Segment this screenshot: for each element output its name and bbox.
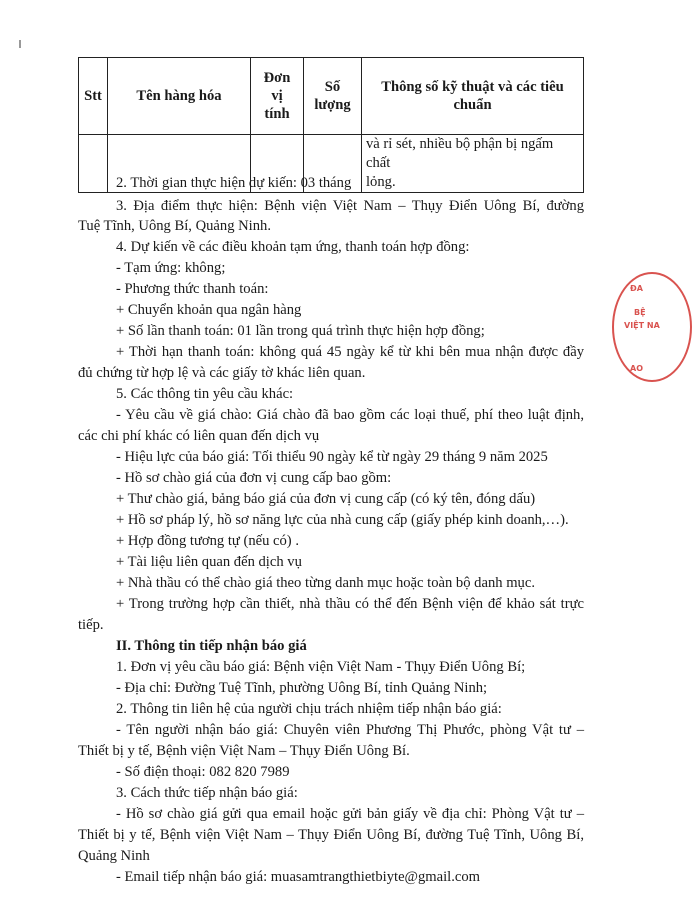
text-line: + Tài liệu liên quan đến dịch vụ xyxy=(116,554,302,570)
spec-line-2: lỏng. xyxy=(366,174,396,190)
text-line: Thiết bị y tế, Bệnh viện Việt Nam – Thụy Điển Uông Bí. xyxy=(78,743,410,759)
stamp-text: BỆ xyxy=(634,308,646,317)
text-line: Thiết bị y tế, Bệnh viện Việt Nam – Thụy Điển Uông Bí, đường Tuệ Tĩnh, Uông Bí, xyxy=(78,827,584,843)
cell-stt xyxy=(79,135,108,193)
text-line: - Địa chỉ: Đường Tuệ Tĩnh, phường Uông Bí, tỉnh Quảng Ninh; xyxy=(116,680,488,696)
section-heading: II. Thông tin tiếp nhận báo giá xyxy=(116,638,307,654)
text-line: 3. Cách thức tiếp nhận báo giá: xyxy=(116,785,298,801)
text-line: + Hồ sơ pháp lý, hồ sơ năng lực của nhà cung cấp (giấy phép kinh doanh,…). xyxy=(116,512,569,528)
text-line: 2. Thông tin liên hệ của người chịu trách nhiệm tiếp nhận báo giá: xyxy=(116,701,502,717)
text-line: 3. Địa điểm thực hiện: Bệnh viện Việt Nam – Thụy Điển Uông Bí, đường xyxy=(116,198,584,214)
text-line: - Tạm ứng: không; xyxy=(116,260,226,276)
header-quantity: Số lượng xyxy=(304,58,362,135)
stamp-text: VIỆT NA xyxy=(624,321,660,330)
text-line: - Hồ sơ chào giá của đơn vị cung cấp bao gồm: xyxy=(116,470,392,486)
official-stamp xyxy=(612,272,692,382)
header-item-name: Tên hàng hóa xyxy=(108,58,251,135)
text-line: 1. Đơn vị yêu cầu báo giá: Bệnh viện Việt Nam - Thụy Điển Uông Bí; xyxy=(116,659,526,675)
scan-mark xyxy=(19,40,21,48)
text-line: tiếp. xyxy=(78,617,104,633)
text-line: + Thời hạn thanh toán: không quá 45 ngày kể từ khi bên mua nhận được đầy xyxy=(116,344,584,360)
header-specifications: Thông số kỹ thuật và các tiêu chuẩn xyxy=(362,58,584,135)
text-line: - Số điện thoại: 082 820 7989 xyxy=(116,764,290,780)
header-unit: Đơn vị tính xyxy=(251,58,304,135)
text-line: - Phương thức thanh toán: xyxy=(116,281,269,297)
text-line: - Hồ sơ chào giá gửi qua email hoặc gửi bản giấy về địa chỉ: Phòng Vật tư – xyxy=(116,806,584,822)
text-line: 4. Dự kiến về các điều khoản tạm ứng, thanh toán hợp đồng: xyxy=(116,239,470,255)
table-header-row xyxy=(79,58,584,135)
text-line: + Thư chào giá, bảng báo giá của đơn vị cung cấp (có ký tên, đóng dấu) xyxy=(116,491,536,507)
text-line: - Tên người nhận báo giá: Chuyên viên Phương Thị Phước, phòng Vật tư – xyxy=(116,722,584,738)
text-line: các chi phí khác có liên quan đến dịch vụ xyxy=(78,428,320,444)
text-line: + Số lần thanh toán: 01 lần trong quá trình thực hiện hợp đồng; xyxy=(116,323,485,339)
text-line: + Chuyển khoản qua ngân hàng xyxy=(116,302,302,318)
text-line: 5. Các thông tin yêu cầu khác: xyxy=(116,386,294,402)
email-line: - Email tiếp nhận báo giá: muasamtrangthietbiyte@gmail.com xyxy=(116,869,480,885)
text-line: 2. Thời gian thực hiện dự kiến: 03 tháng xyxy=(116,175,352,191)
spec-line-1: và rỉ sét, nhiều bộ phận bị ngấm chất xyxy=(366,136,554,171)
text-line: Quảng Ninh xyxy=(78,848,150,864)
text-line: + Trong trường hợp cần thiết, nhà thầu có thể đến Bệnh viện để khảo sát trực xyxy=(116,596,584,612)
text-line: - Yêu cầu về giá chào: Giá chào đã bao gồm các loại thuế, phí theo luật định, xyxy=(116,407,584,423)
header-stt: Stt xyxy=(79,58,108,135)
text-line: đủ chứng từ hợp lệ và các giấy tờ khác liên quan. xyxy=(78,365,366,381)
text-line: + Hợp đồng tương tự (nếu có) . xyxy=(116,533,299,549)
stamp-text: AO xyxy=(630,364,643,373)
text-line: - Hiệu lực của báo giá: Tối thiểu 90 ngày kể từ ngày 29 tháng 9 năm 2025 xyxy=(116,449,548,465)
text-line: + Nhà thầu có thể chào giá theo từng danh mục hoặc toàn bộ danh mục. xyxy=(116,575,535,591)
stamp-text: ĐA xyxy=(630,284,643,293)
cell-specifications xyxy=(362,135,584,193)
text-line: Tuệ Tĩnh, Uông Bí, Quảng Ninh. xyxy=(78,218,271,234)
